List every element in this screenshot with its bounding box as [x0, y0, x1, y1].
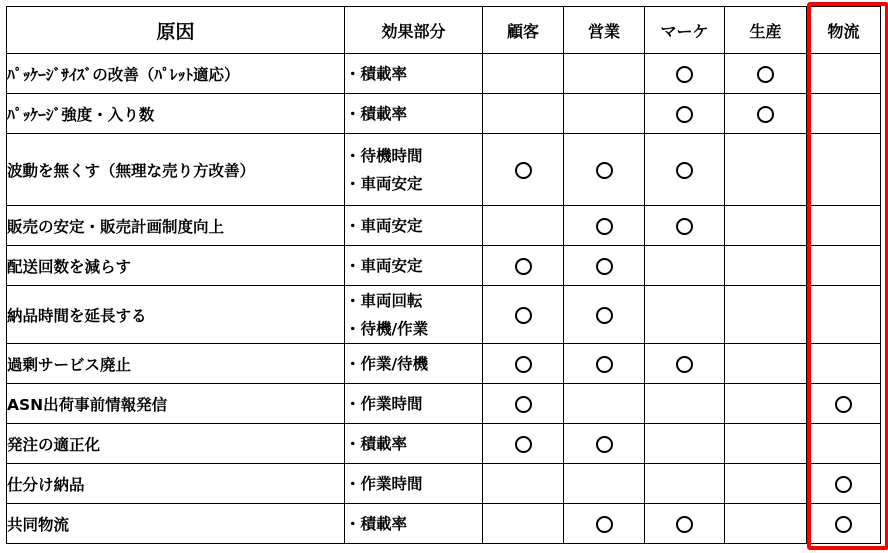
circle-mark-icon	[757, 66, 774, 83]
table-row	[7, 134, 881, 206]
mark-cell-production	[725, 384, 807, 424]
mark-cell-sales	[564, 54, 645, 94]
circle-mark-icon	[835, 516, 852, 533]
mark-cell-sales	[564, 384, 645, 424]
header-customer: 顧客	[483, 7, 564, 54]
mark-cell-customer	[483, 246, 564, 286]
effect-item: ・作業/待機	[345, 354, 429, 373]
circle-mark-icon	[596, 356, 613, 373]
mark-cell-logistics	[807, 134, 881, 206]
header-row	[7, 7, 881, 54]
mark-cell-marketing	[645, 246, 725, 286]
circle-mark-icon	[515, 436, 532, 453]
effect-cell	[345, 424, 483, 464]
mark-cell-customer	[483, 424, 564, 464]
mark-cell-logistics	[807, 384, 881, 424]
table-row	[7, 246, 881, 286]
circle-mark-icon	[676, 162, 693, 179]
mark-cell-production	[725, 94, 807, 134]
mark-cell-marketing	[645, 134, 725, 206]
mark-cell-sales	[564, 344, 645, 384]
header-cause: 原因	[7, 7, 345, 54]
circle-mark-icon	[515, 396, 532, 413]
mark-cell-production	[725, 344, 807, 384]
circle-mark-icon	[515, 162, 532, 179]
mark-cell-production	[725, 286, 807, 344]
effect-cell	[345, 134, 483, 206]
mark-cell-sales	[564, 504, 645, 544]
effect-item: ・作業時間	[345, 474, 423, 493]
cause-cell: 仕分け納品	[7, 464, 345, 504]
cause-cell: ﾊﾟｯｹｰｼﾞｻｲｽﾞの改善（ﾊﾟﾚｯﾄ適応）	[7, 54, 345, 94]
mark-cell-logistics	[807, 206, 881, 246]
effect-item: ・車両安定	[345, 174, 423, 193]
table-row	[7, 464, 881, 504]
effect-item: ・待機/作業	[345, 319, 429, 338]
effect-cell	[345, 344, 483, 384]
mark-cell-logistics	[807, 344, 881, 384]
cause-cell: 共同物流	[7, 504, 345, 544]
mark-cell-marketing	[645, 464, 725, 504]
mark-cell-marketing	[645, 344, 725, 384]
circle-mark-icon	[757, 106, 774, 123]
mark-cell-customer	[483, 134, 564, 206]
mark-cell-sales	[564, 206, 645, 246]
table-row	[7, 504, 881, 544]
table-row	[7, 94, 881, 134]
cause-cell: 配送回数を減らす	[7, 246, 345, 286]
mark-cell-marketing	[645, 384, 725, 424]
mark-cell-sales	[564, 94, 645, 134]
mark-cell-customer	[483, 54, 564, 94]
circle-mark-icon	[835, 476, 852, 493]
mark-cell-marketing	[645, 54, 725, 94]
circle-mark-icon	[676, 356, 693, 373]
effect-cell	[345, 384, 483, 424]
header-production: 生産	[725, 7, 807, 54]
circle-mark-icon	[596, 162, 613, 179]
mark-cell-marketing	[645, 206, 725, 246]
mark-cell-sales	[564, 424, 645, 464]
circle-mark-icon	[515, 356, 532, 373]
mark-cell-sales	[564, 134, 645, 206]
effect-cell	[345, 54, 483, 94]
table-row	[7, 384, 881, 424]
mark-cell-production	[725, 206, 807, 246]
table-row	[7, 286, 881, 344]
cause-cell: 納品時間を延長する	[7, 286, 345, 344]
mark-cell-production	[725, 134, 807, 206]
mark-cell-marketing	[645, 94, 725, 134]
mark-cell-logistics	[807, 464, 881, 504]
mark-cell-logistics	[807, 504, 881, 544]
mark-cell-marketing	[645, 504, 725, 544]
mark-cell-marketing	[645, 286, 725, 344]
cause-cell: 発注の適正化	[7, 424, 345, 464]
mark-cell-customer	[483, 286, 564, 344]
mark-cell-customer	[483, 384, 564, 424]
cause-cell: 販売の安定・販売計画制度向上	[7, 206, 345, 246]
mark-cell-logistics	[807, 246, 881, 286]
circle-mark-icon	[596, 436, 613, 453]
circle-mark-icon	[596, 516, 613, 533]
effect-item: ・積載率	[345, 64, 408, 83]
circle-mark-icon	[676, 66, 693, 83]
mark-cell-logistics	[807, 54, 881, 94]
circle-mark-icon	[676, 106, 693, 123]
mark-cell-production	[725, 504, 807, 544]
header-marketing: マーケ	[645, 7, 725, 54]
effect-cell	[345, 94, 483, 134]
header-sales: 営業	[564, 7, 645, 54]
effect-item: ・作業時間	[345, 394, 423, 413]
mark-cell-production	[725, 464, 807, 504]
effect-cell	[345, 286, 483, 344]
effect-cell	[345, 504, 483, 544]
effect-item: ・積載率	[345, 514, 408, 533]
cause-cell: 過剰サービス廃止	[7, 344, 345, 384]
mark-cell-customer	[483, 504, 564, 544]
mark-cell-sales	[564, 286, 645, 344]
cause-cell: 波動を無くす（無理な売り方改善）	[7, 134, 345, 206]
circle-mark-icon	[515, 307, 532, 324]
table-row	[7, 344, 881, 384]
effect-item: ・車両安定	[345, 256, 423, 275]
mark-cell-customer	[483, 206, 564, 246]
mark-cell-production	[725, 424, 807, 464]
mark-cell-production	[725, 246, 807, 286]
cause-cell: ﾊﾟｯｹｰｼﾞ強度・入り数	[7, 94, 345, 134]
circle-mark-icon	[596, 307, 613, 324]
circle-mark-icon	[676, 218, 693, 235]
header-logistics: 物流	[807, 7, 881, 54]
cause-effect-table	[6, 6, 881, 544]
effect-cell	[345, 206, 483, 246]
header-effect: 効果部分	[345, 7, 483, 54]
mark-cell-logistics	[807, 94, 881, 134]
table-row	[7, 206, 881, 246]
mark-cell-customer	[483, 464, 564, 504]
mark-cell-customer	[483, 344, 564, 384]
effect-item: ・待機時間	[345, 146, 423, 165]
effect-item: ・車両回転	[345, 291, 423, 310]
mark-cell-sales	[564, 246, 645, 286]
circle-mark-icon	[596, 258, 613, 275]
effect-item: ・車両安定	[345, 216, 423, 235]
mark-cell-marketing	[645, 424, 725, 464]
mark-cell-customer	[483, 94, 564, 134]
mark-cell-logistics	[807, 286, 881, 344]
effect-cell	[345, 246, 483, 286]
table-row	[7, 54, 881, 94]
mark-cell-production	[725, 54, 807, 94]
mark-cell-logistics	[807, 424, 881, 464]
circle-mark-icon	[515, 258, 532, 275]
circle-mark-icon	[596, 218, 613, 235]
table-row	[7, 424, 881, 464]
circle-mark-icon	[835, 396, 852, 413]
table-body	[7, 54, 881, 544]
effect-item: ・積載率	[345, 104, 408, 123]
effect-cell	[345, 464, 483, 504]
cause-cell: ASN出荷事前情報発信	[7, 384, 345, 424]
circle-mark-icon	[676, 516, 693, 533]
effect-item: ・積載率	[345, 434, 408, 453]
mark-cell-sales	[564, 464, 645, 504]
